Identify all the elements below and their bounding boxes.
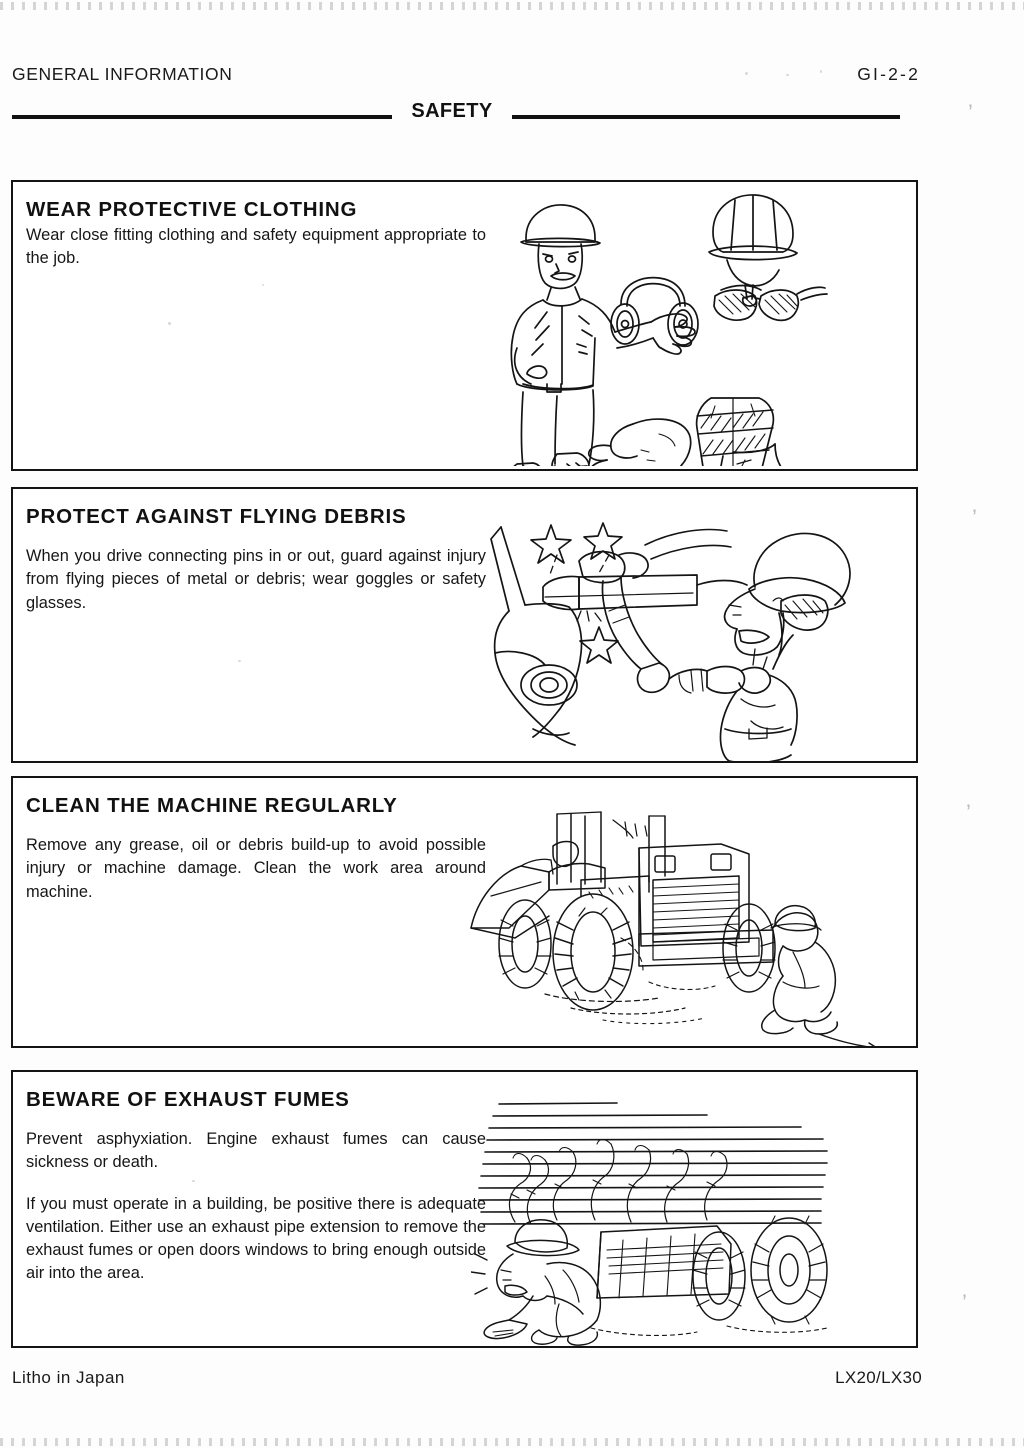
rule-line-right xyxy=(512,115,900,119)
scan-edge-noise-bottom xyxy=(0,1438,1024,1446)
safety-box-paragraph: Prevent asphyxiation. Engine exhaust fumes can cause sickness or death. xyxy=(26,1130,486,1172)
scan-artifact-mark: ’ xyxy=(968,100,973,125)
safety-rule xyxy=(12,100,900,128)
safety-box-title: WEAR PROTECTIVE CLOTHING xyxy=(26,198,358,221)
safety-box-text xyxy=(26,499,486,615)
footer-litho-text: Litho in Japan xyxy=(12,1368,125,1387)
safety-box-paragraph: Wear close fitting clothing and safety equipment appropriate to the job. xyxy=(26,226,486,268)
worker-with-protective-equipment-illustration xyxy=(483,188,913,466)
scan-artifact-mark: ’ xyxy=(972,505,977,530)
safety-box-beware-of-exhaust-fumes xyxy=(11,1070,918,1348)
safety-box-title: CLEAN THE MACHINE REGULARLY xyxy=(26,794,398,817)
safety-box-paragraph: Remove any grease, oil or debris build-up to avoid possible injury or machine damage. Clean the work area around machine. xyxy=(26,836,486,901)
safety-box-text xyxy=(26,788,486,904)
safety-box-text xyxy=(26,192,486,271)
safety-box-title: BEWARE OF EXHAUST FUMES xyxy=(26,1088,350,1111)
rule-line-left xyxy=(12,115,392,119)
safety-box-paragraph: When you drive connecting pins in or out, guard against injury from flying pieces of metal or debris; wear goggles or safety glasses. xyxy=(26,547,486,612)
scan-artifact-mark: ’ xyxy=(966,800,971,825)
safety-box-protect-against-flying-debris xyxy=(11,487,918,763)
worker-crawling-in-exhaust-fumes-illustration xyxy=(471,1084,915,1346)
safety-box-text xyxy=(26,1082,486,1286)
safety-heading: SAFETY xyxy=(392,100,512,123)
safety-box-clean-the-machine-regularly xyxy=(11,776,918,1048)
header-page-number: GI-2-2 xyxy=(857,64,920,84)
safety-box-paragraph: If you must operate in a building, be positive there is adequate ventilation. Either use an exhaust pipe extension to remove the exhaust fumes or open doors windows to bring enough outside air into the area. xyxy=(26,1194,486,1283)
page-footer xyxy=(12,1368,1012,1394)
scan-edge-noise-top xyxy=(0,2,1024,10)
safety-box-wear-protective-clothing xyxy=(11,180,918,471)
wheel-loader-being-cleaned-illustration xyxy=(453,796,915,1046)
safety-box-title: PROTECT AGAINST FLYING DEBRIS xyxy=(26,505,407,528)
footer-model-code: LX20/LX30 xyxy=(835,1368,922,1387)
header-section-title: GENERAL INFORMATION xyxy=(12,64,233,84)
scan-artifact-mark: ’ xyxy=(962,1290,967,1315)
worker-hammering-pin-illustration xyxy=(483,493,915,761)
page-header xyxy=(12,64,1012,88)
